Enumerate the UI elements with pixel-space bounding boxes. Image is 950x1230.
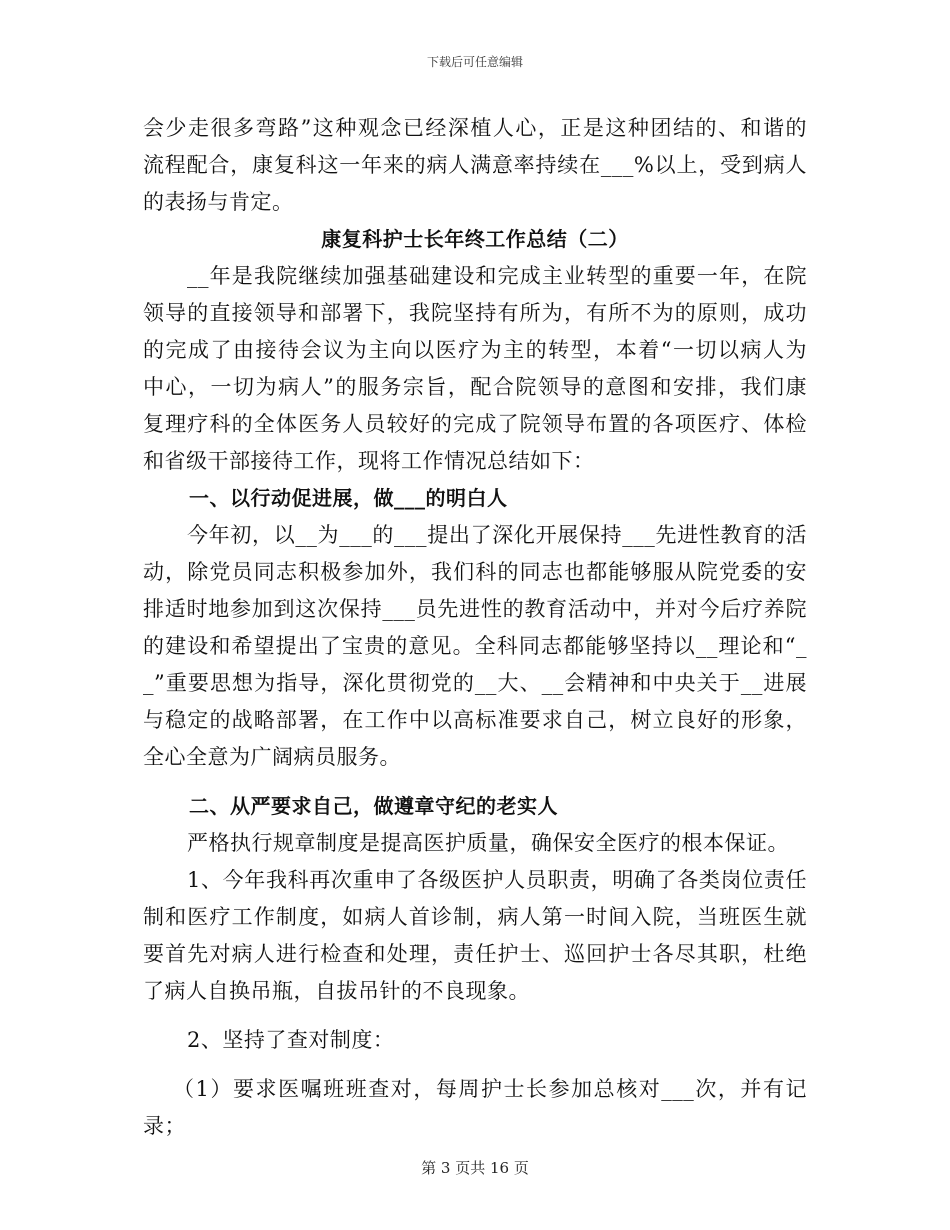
body-line: 领导的直接领导和部署下，我院坚持有所为，有所不为的原则，成功 [143,301,807,325]
body-line: 的表扬与肯定。 [143,190,294,214]
body-line: 复理疗科的全体医务人员较好的完成了院领导布置的各项医疗、体检 [143,412,807,436]
body-line: 会少走很多弯路”这种观念已经深植人心，正是这种团结的、和谐的 [143,116,807,140]
body-line: 严格执行规章制度是提高医护质量，确保安全医疗的根本保证。 [187,831,789,855]
body-line: 流程配合，康复科这一年来的病人满意率持续在___%以上，受到病人 [143,153,807,177]
document-body [143,110,807,1145]
body-line: 中心，一切为病人”的服务宗旨，配合院领导的意图和安排，我们康 [143,375,807,399]
body-line: 和省级干部接待工作，现将工作情况总结如下： [143,449,595,473]
body-line: 动，除党员同志积极参加外，我们科的同志也都能够服从院党委的安 [143,560,807,584]
page-footer: 第 3 页共 16 页 [421,1159,529,1177]
body-line: 的完成了由接待会议为主向以医疗为主的转型，本着“一切以病人为 [143,338,807,362]
body-line: 的建设和希望提出了宝贵的意见。全科同志都能够坚持以__理论和“_ [143,634,807,658]
subheading: 一、以行动促进展，做___的明白人 [189,486,508,510]
page-header: 下载后可任意编辑 [426,55,523,69]
body-line: 与稳定的战略部署，在工作中以高标准要求自己，树立良好的形象， [143,708,807,732]
subheading: 二、从严要求自己，做遵章守纪的老实人 [189,794,558,818]
body-line: 1、今年我科再次重申了各级医护人员职责，明确了各类岗位责任 [187,868,807,892]
body-line: 今年初，以__为___的___提出了深化开展保持___先进性教育的活 [187,523,807,547]
body-line: 了病人自换吊瓶，自拔吊针的不良现象。 [143,979,530,1003]
body-line: _”重要思想为指导，深化贯彻党的__大、__会精神和中央关于__进展 [143,671,807,695]
body-line: 2、坚持了查对制度： [187,1028,395,1052]
body-line: 排适时地参加到这次保持___员先进性的教育活动中，并对今后疗养院 [143,597,807,621]
body-line: 全心全意为广阔病员服务。 [143,745,401,769]
body-line: 录； [143,1114,186,1138]
body-line: __年是我院继续加强基础建设和完成主业转型的重要一年，在院 [187,264,807,288]
section-title: 康复科护士长年终工作总结（二） [321,227,629,251]
body-line: 制和医疗工作制度，如病人首诊制，病人第一时间入院，当班医生就 [143,905,807,929]
body-line: 要首先对病人进行检查和处理，责任护士、巡回护士各尽其职，杜绝 [143,942,807,966]
body-line: （1）要求医嘱班班查对，每周护士长参加总核对___次，并有记 [173,1077,807,1101]
